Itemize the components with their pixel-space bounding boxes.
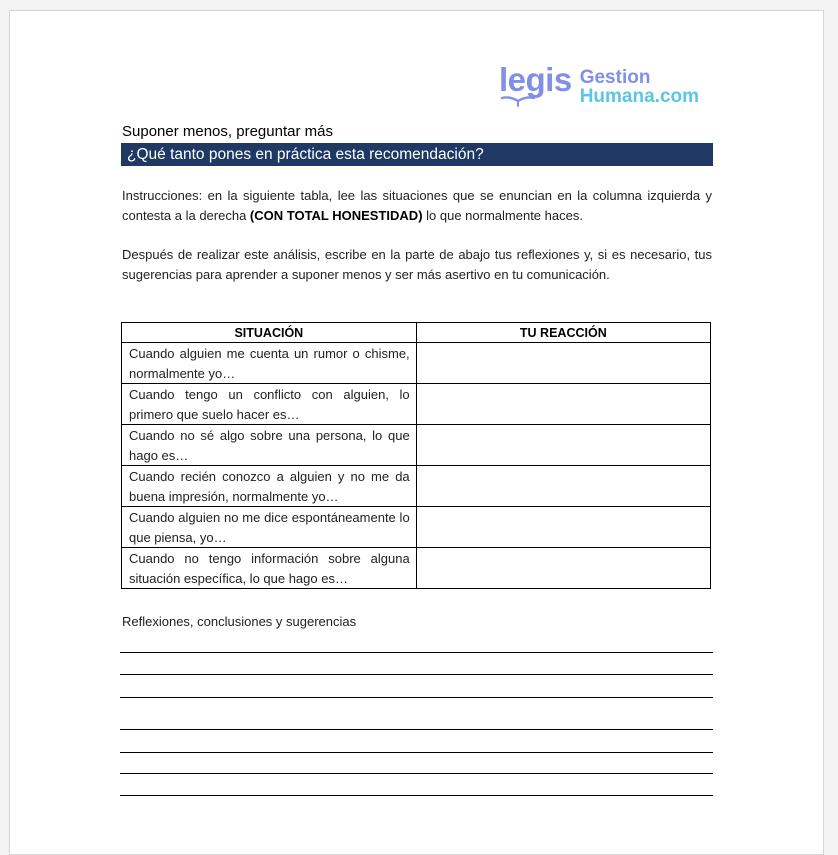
- situations-table: [121, 322, 711, 589]
- situation-cell: Cuando tengo un conflicto con alguien, lo primero que suelo hacer es…: [122, 384, 417, 425]
- situation-cell: Cuando recién conozco a alguien y no me da buena impresión, normalmente yo…: [122, 466, 417, 507]
- table-row: [122, 384, 711, 425]
- reaction-cell[interactable]: [416, 384, 710, 425]
- legis-gestion-humana-logo: [499, 62, 699, 112]
- open-book-icon: [501, 96, 535, 108]
- table-row: [122, 425, 711, 466]
- writing-line[interactable]: [120, 752, 713, 753]
- situation-cell: Cuando no tengo información sobre alguna situación específica, lo que hago es…: [122, 548, 417, 589]
- header-tu-reaccion: TU REACCIÓN: [416, 323, 710, 343]
- reaction-cell[interactable]: [416, 548, 710, 589]
- writing-line[interactable]: [120, 674, 713, 675]
- logo-legis-wordmark: legis: [499, 61, 572, 98]
- instructions-text: Instrucciones: en la siguiente tabla, lee las situaciones que se enuncian en la columna izquierda y contesta a la derecha: [122, 188, 712, 223]
- writing-line[interactable]: [120, 795, 713, 796]
- header-situacion: SITUACIÓN: [122, 323, 417, 343]
- writing-line[interactable]: [120, 652, 713, 653]
- analysis-paragraph: Después de realizar este análisis, escribe en la parte de abajo tus reflexiones y, si es necesario, tus sugerencias para aprender a suponer menos y ser más asertivo en tu comunicación.: [122, 247, 712, 282]
- logo-text: [580, 62, 699, 106]
- table-row: [122, 548, 711, 589]
- instructions-paragraph: [122, 186, 712, 226]
- table-row: [122, 507, 711, 548]
- table-row: [122, 466, 711, 507]
- reaction-cell[interactable]: [416, 507, 710, 548]
- situation-cell: Cuando alguien me cuenta un rumor o chisme, normalmente yo…: [122, 343, 417, 384]
- situation-cell: Cuando no sé algo sobre una persona, lo que hago es…: [122, 425, 417, 466]
- situation-cell: Cuando alguien no me dice espontáneamente lo que piensa, yo…: [122, 507, 417, 548]
- section-banner: ¿Qué tanto pones en práctica esta recomendación?: [121, 143, 713, 166]
- table-header-row: [122, 323, 711, 343]
- reaction-cell[interactable]: [416, 466, 710, 507]
- writing-line[interactable]: [120, 729, 713, 730]
- logo-gestion: Gestion: [579, 67, 651, 88]
- reflections-label: Reflexiones, conclusiones y sugerencias: [122, 614, 357, 629]
- reaction-cell[interactable]: [416, 425, 710, 466]
- table-row: [122, 343, 711, 384]
- document-title: Suponer menos, preguntar más: [122, 123, 333, 140]
- instructions-emphasis: (CON TOTAL HONESTIDAD): [249, 208, 423, 223]
- writing-line[interactable]: [120, 697, 713, 698]
- instructions-text-end: lo que normalmente haces.: [422, 208, 583, 223]
- logo-humana: Humana.com: [579, 86, 700, 107]
- reaction-cell[interactable]: [416, 343, 710, 384]
- writing-line[interactable]: [120, 773, 713, 774]
